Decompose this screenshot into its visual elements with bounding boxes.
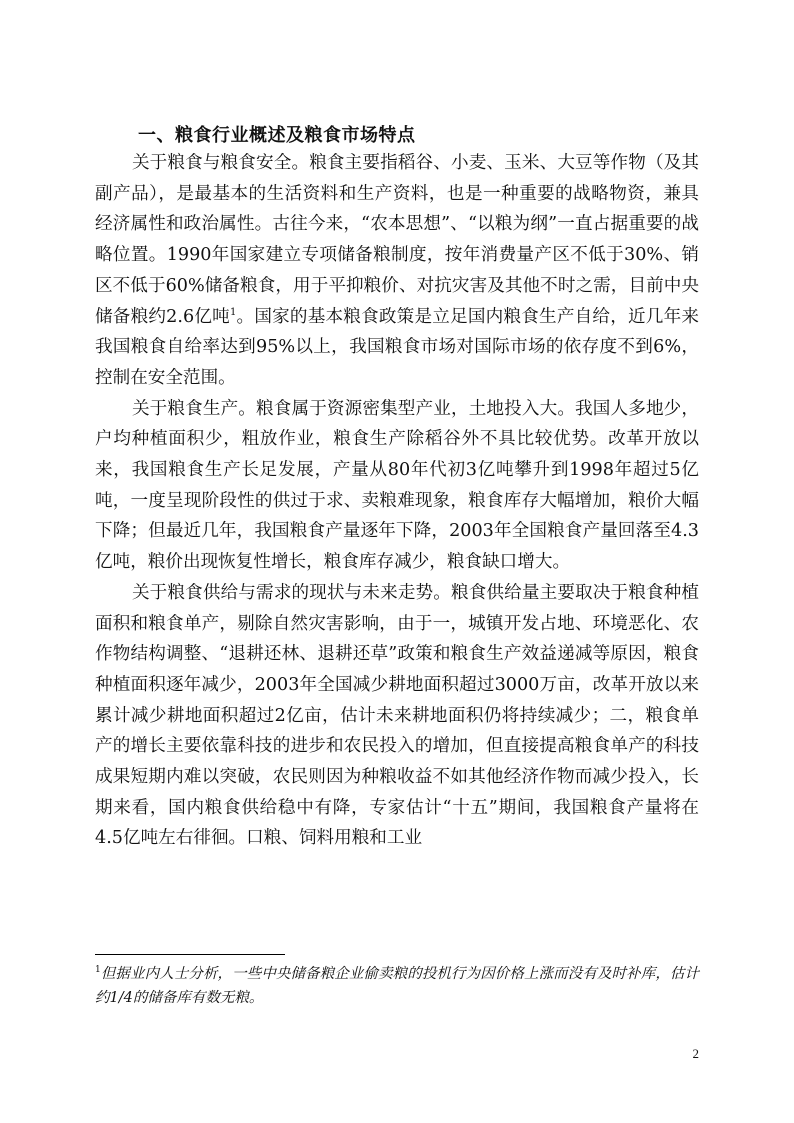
paragraph-text: 关于粮食与粮食安全。粮食主要指稻谷、小麦、玉米、大豆等作物（及其副产品），是最基本的生活资料和生产资料，也是一种重要的战略物资，兼具经济属性和政治属性。古往今来，“农本思想”、“以粮为纲”一直占据重要的战略位置。1990年国家建立专项储备粮制度，按年消费量产区不低于30%、销区不低于60%储备粮食，用于平抑粮价、对抗灾害及其他不时之需，目前中央储备粮约2.6亿吨 bbox=[95, 153, 699, 327]
section-heading: 一、粮食行业概述及粮食市场特点 bbox=[138, 125, 416, 146]
footnote-divider bbox=[95, 954, 285, 955]
paragraph-text-continued: 。国家的基本粮食政策是立足国内粮食生产自给，近几年来我国粮食自给率达到95%以上，我国粮食市场对国际市场的依存度不到6%，控制在安全范围。 bbox=[95, 306, 699, 388]
footnote-marker: 1 bbox=[95, 965, 101, 976]
footnote bbox=[95, 962, 699, 1010]
page-number: 2 bbox=[692, 1046, 699, 1061]
body-text bbox=[95, 148, 699, 854]
footnote-reference[interactable]: 1 bbox=[229, 306, 237, 318]
paragraph-food-production bbox=[95, 394, 699, 578]
paragraph-supply-demand bbox=[95, 578, 699, 854]
paragraph-food-security bbox=[95, 148, 699, 394]
paragraph-text: 关于粮食生产。粮食属于资源密集型产业，土地投入大。我国人多地少，户均种植面积少，粗放作业，粮食生产除稻谷外不具比较优势。改革开放以来，我国粮食生产长足发展，产量从80年代初3亿吨攀升到1998年超过5亿吨，一度呈现阶段性的供过于求、卖粮难现象，粮食库存大幅增加，粮价大幅下降；但最近几年，我国粮食产量逐年下降，2003年全国粮食产量回落至4.3亿吨，粮价出现恢复性增长，粮食库存减少，粮食缺口增大。 bbox=[95, 398, 699, 573]
footnote-text: 但据业内人士分析，一些中央储备粮企业偷卖粮的投机行为因价格上涨而没有及时补库，估计约1/4的储备库有数无粮。 bbox=[95, 966, 699, 1006]
paragraph-text: 关于粮食供给与需求的现状与未来走势。粮食供给量主要取决于粮食种植面积和粮食单产，剔除自然灾害影响，由于一，城镇开发占地、环境恶化、农作物结构调整、“退耕还林、退耕还草”政策和粮食生产效益递减等原因，粮食种植面积逐年减少，2003年全国减少耕地面积超过3000万亩，改革开放以来累计减少耕地面积超过2亿亩，估计未来耕地面积仍将持续减少；二，粮食单产的增长主要依靠科技的进步和农民投入的增加，但直接提高粮食单产的科技成果短期内难以突破，农民则因为种粮收益不如其他经济作物而减少投入，长期来看，国内粮食供给稳中有降，专家估计“十五”期间，我国粮食产量将在4.5亿吨左右徘徊。口粮、饲料用粮和工业 bbox=[95, 582, 699, 849]
